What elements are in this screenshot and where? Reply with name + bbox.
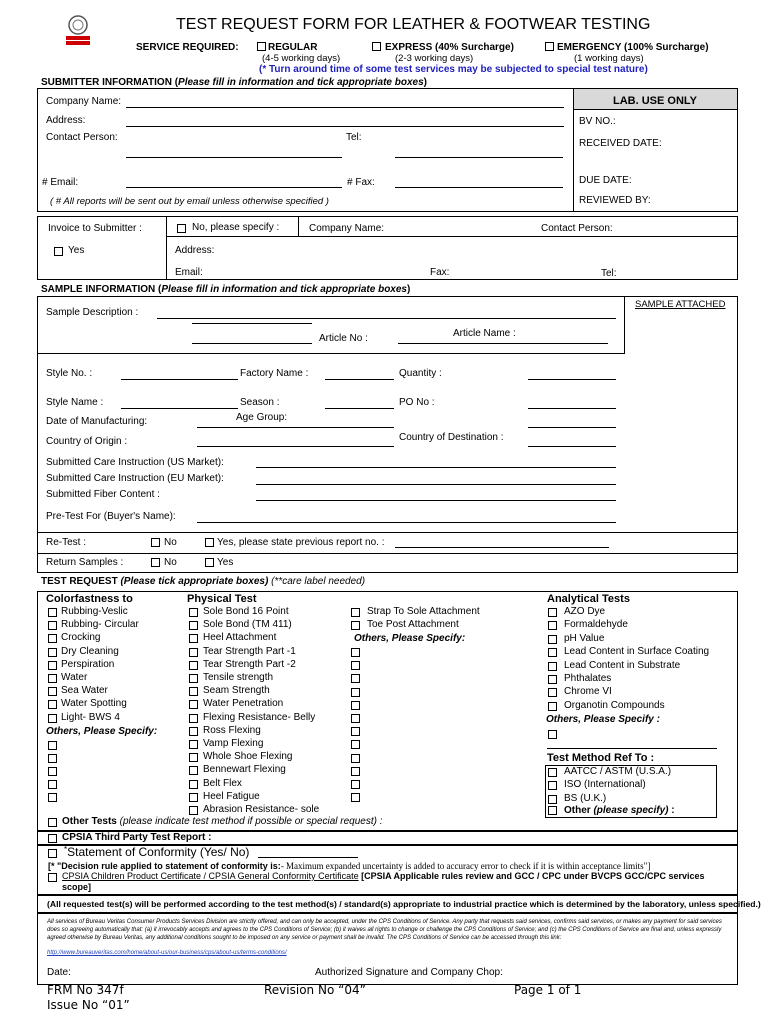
return-samples-label: Return Samples : bbox=[46, 557, 124, 568]
invoice-no-divider bbox=[298, 216, 299, 236]
rubbing-circular-checkbox[interactable] bbox=[48, 621, 57, 630]
lead-content-in-substrate-checkbox[interactable] bbox=[548, 662, 557, 671]
care-eu-field[interactable] bbox=[256, 484, 616, 485]
other-tests-checkbox[interactable] bbox=[48, 818, 57, 827]
tear-strength-part-2-checkbox[interactable] bbox=[189, 661, 198, 670]
heel-attachment-label: Heel Attachment bbox=[203, 632, 277, 644]
soc-field[interactable] bbox=[258, 857, 358, 858]
invoice-row-line bbox=[166, 236, 738, 237]
invoice-no-checkbox[interactable] bbox=[177, 224, 186, 233]
formaldehyde-label: Formaldehyde bbox=[564, 619, 628, 631]
invoice-yes-checkbox[interactable] bbox=[54, 247, 63, 256]
invoice-divider bbox=[166, 216, 167, 280]
country-origin-field[interactable] bbox=[197, 446, 394, 447]
physical-other-checkbox-6[interactable] bbox=[351, 714, 360, 723]
physical-other-checkbox-11[interactable] bbox=[351, 780, 360, 789]
sample-attached-divider bbox=[624, 296, 625, 353]
seam-strength-label: Seam Strength bbox=[203, 685, 270, 697]
lead-content-in-surface-coating-checkbox[interactable] bbox=[548, 648, 557, 657]
physical-title: Physical Test bbox=[187, 593, 257, 605]
physical-other-checkbox-12[interactable] bbox=[351, 793, 360, 802]
sample-description-field-3[interactable] bbox=[192, 343, 312, 344]
organotin-compounds-checkbox[interactable] bbox=[548, 702, 557, 711]
water-checkbox[interactable] bbox=[48, 674, 57, 683]
quantity-field[interactable] bbox=[528, 379, 616, 380]
quantity-label: Quantity : bbox=[399, 368, 442, 379]
address-label: Address: bbox=[46, 115, 86, 126]
retest-yes-checkbox[interactable] bbox=[205, 538, 214, 547]
invoice-address-label: Address: bbox=[175, 245, 215, 256]
light-bws-4-label: Light- BWS 4 bbox=[61, 711, 120, 723]
style-name-label: Style Name : bbox=[46, 397, 104, 408]
country-destination-label: Country of Destination : bbox=[399, 432, 504, 443]
return-no-checkbox[interactable] bbox=[151, 558, 160, 567]
heel-attachment-checkbox[interactable] bbox=[189, 634, 198, 643]
sample-attached-label: SAMPLE ATTACHED bbox=[635, 299, 726, 310]
issue-number: Issue No “01” bbox=[47, 998, 130, 1012]
po-no-label: PO No : bbox=[399, 397, 435, 408]
sea-water-checkbox[interactable] bbox=[48, 687, 57, 696]
rubbing-veslic-label: Rubbing-Veslic bbox=[61, 606, 128, 617]
contact-person-field[interactable] bbox=[126, 157, 342, 158]
flexing-resistance-belly-checkbox[interactable] bbox=[189, 714, 198, 723]
chrome-vi-label: Chrome VI bbox=[564, 686, 612, 698]
emergency-label: EMERGENCY (100% Surcharge) bbox=[557, 42, 709, 53]
tear-strength-part-1-checkbox[interactable] bbox=[189, 648, 198, 657]
rubbing-veslic-checkbox[interactable] bbox=[48, 608, 57, 617]
water-spotting-checkbox[interactable] bbox=[48, 700, 57, 709]
sample-description-field[interactable] bbox=[157, 318, 616, 319]
water-penetration-checkbox[interactable] bbox=[189, 700, 198, 709]
heel-fatigue-checkbox[interactable] bbox=[189, 793, 198, 802]
invoice-company-label: Company Name: bbox=[309, 223, 385, 234]
contact-person-label: Contact Person: bbox=[46, 132, 118, 143]
ross-flexing-checkbox[interactable] bbox=[189, 727, 198, 736]
express-label: EXPRESS (40% Surcharge) bbox=[385, 42, 514, 53]
service-required-label: SERVICE REQUIRED: bbox=[136, 42, 239, 53]
abrasion-resistance-sole-checkbox[interactable] bbox=[189, 806, 198, 815]
colorfastness-title: Colorfastness to bbox=[46, 593, 133, 605]
previous-report-field[interactable] bbox=[395, 547, 609, 548]
regular-checkbox[interactable] bbox=[257, 42, 266, 51]
bennewart-flexing-label: Bennewart Flexing bbox=[203, 764, 286, 776]
signature-label: Authorized Signature and Company Chop: bbox=[315, 967, 503, 978]
lab-use-label: LAB. USE ONLY bbox=[613, 95, 697, 107]
factory-name-label: Factory Name : bbox=[240, 368, 309, 379]
physical-other-checkbox-5[interactable] bbox=[351, 701, 360, 710]
tear-strength-part-2-label: Tear Strength Part -2 bbox=[203, 658, 296, 670]
page-number: Page 1 of 1 bbox=[514, 983, 582, 997]
azo-dye-label: AZO Dye bbox=[564, 606, 606, 617]
rubbing-circular-label: Rubbing- Circular bbox=[61, 619, 139, 631]
whole-shoe-flexing-label: Whole Shoe Flexing bbox=[203, 751, 293, 763]
season-field[interactable] bbox=[325, 408, 394, 409]
email-note: ( # All reports will be sent out by email unless otherwise specified ) bbox=[50, 196, 329, 207]
colorfastness-other-checkbox-2[interactable] bbox=[48, 754, 57, 763]
aatcc-astm-u-s-a-label: AATCC / ASTM (U.S.A.) bbox=[564, 766, 672, 777]
received-date-label: RECEIVED DATE: bbox=[579, 138, 662, 149]
revision-number: Revision No “04” bbox=[264, 983, 366, 997]
bureau-veritas-logo bbox=[64, 14, 92, 46]
regular-days: (4-5 working days) bbox=[262, 53, 341, 64]
season-label: Season : bbox=[240, 397, 280, 408]
iso-international-label: ISO (International) bbox=[564, 779, 646, 791]
formaldehyde-checkbox[interactable] bbox=[548, 621, 557, 630]
article-no-label: Article No : bbox=[319, 333, 368, 344]
azo-dye-checkbox[interactable] bbox=[548, 608, 557, 617]
toe-post-attachment-checkbox[interactable] bbox=[351, 621, 360, 630]
terms-link[interactable]: http://www.bureauveritas.com/home/about-us/our-business/cps/about-us/terms-conditions/ bbox=[47, 950, 287, 956]
form-title: TEST REQUEST FORM FOR LEATHER & FOOTWEAR TESTING bbox=[176, 16, 651, 33]
water-spotting-label: Water Spotting bbox=[61, 698, 127, 710]
retest-label: Re-Test : bbox=[46, 537, 87, 548]
test-request-heading: TEST REQUEST (Please tick appropriate boxes) (**care label needed) bbox=[41, 576, 366, 587]
invoice-no-label: No, please specify : bbox=[192, 222, 280, 233]
vamp-flexing-label: Vamp Flexing bbox=[203, 738, 264, 749]
cpsia-cert-checkbox[interactable] bbox=[48, 873, 57, 882]
dry-cleaning-label: Dry Cleaning bbox=[61, 645, 119, 657]
email-label: # Email: bbox=[42, 177, 79, 188]
sample-description-field-2[interactable] bbox=[192, 323, 312, 324]
tel-label: Tel: bbox=[346, 132, 362, 143]
phthalates-checkbox[interactable] bbox=[548, 675, 557, 684]
ph-value-label: pH Value bbox=[564, 632, 605, 644]
sole-bond-16-point-checkbox[interactable] bbox=[189, 608, 198, 617]
lead-content-in-substrate-label: Lead Content in Substrate bbox=[564, 659, 681, 671]
analytical-other-checkbox-1[interactable] bbox=[548, 730, 557, 739]
tensile-strength-checkbox[interactable] bbox=[189, 674, 198, 683]
invoice-yes-label: Yes bbox=[68, 245, 85, 256]
water-label: Water bbox=[61, 672, 88, 683]
submitter-heading: SUBMITTER INFORMATION (Please fill in information and tick appropriate boxes) bbox=[41, 77, 427, 88]
po-no-field[interactable] bbox=[528, 408, 616, 409]
physical-other-checkbox-2[interactable] bbox=[351, 661, 360, 670]
physical-other-checkbox-3[interactable] bbox=[351, 674, 360, 683]
all-tests-note: (All requested test(s) will be performed according to the test method(s) / standard(s) appropriate to industrial practice which is determined by the laboratory, unless specified.) bbox=[47, 899, 761, 909]
email-field[interactable] bbox=[126, 187, 342, 188]
strap-to-sole-attachment-label: Strap To Sole Attachment bbox=[367, 606, 480, 617]
physical-other-checkbox-4[interactable] bbox=[351, 688, 360, 697]
perspiration-checkbox[interactable] bbox=[48, 661, 57, 670]
belt-flex-checkbox[interactable] bbox=[189, 780, 198, 789]
abrasion-resistance-sole-label: Abrasion Resistance- sole bbox=[203, 804, 320, 815]
date-label: Date: bbox=[47, 967, 71, 978]
express-checkbox[interactable] bbox=[372, 42, 381, 51]
care-eu-label: Submitted Care Instruction (EU Market): bbox=[46, 473, 224, 484]
flexing-resistance-belly-label: Flexing Resistance- Belly bbox=[203, 711, 316, 723]
ross-flexing-label: Ross Flexing bbox=[203, 724, 261, 736]
style-no-field[interactable] bbox=[121, 379, 238, 380]
bs-u-k-label: BS (U.K.) bbox=[564, 792, 607, 804]
invoice-box bbox=[37, 216, 738, 280]
return-no-label: No bbox=[164, 557, 177, 568]
care-us-field[interactable] bbox=[256, 467, 616, 468]
turnaround-note: (* Turn around time of some test services may be subjected to special test nature) bbox=[259, 64, 648, 75]
terms-text: All services of Bureau Veritas Consumer Products Services Division are strictly offered, and can only be accepted, under the CPS Conditions of Service. Any party that requests said services, confirms said services, or makes any payment for said services does so agreeing automatically that: (a) it irrevocably accepts and agrees to the CPS Conditions of Service; (b) it waives all rights to change or challenge the CPS Conditions of Service; and (c) the CPS Conditions of Service are final and, unless expressly agreed otherwise by Bureau Veritas, any additional conditions sought to be imposed on any service or payment shall be invalid. The CPS Conditions of Service can be accessed through this link: bbox=[47, 919, 722, 941]
cpsia-cert-text: CPSIA Children Product Certificate / CPSIA General Conformity Certificate [CPSIA Applicable rules review and GCC / CPC under BVCPS GCC/CPC services scope] bbox=[62, 871, 705, 892]
cpsia-checkbox[interactable] bbox=[48, 834, 57, 843]
date-manufacturing-label: Date of Manufacturing: bbox=[46, 416, 148, 427]
due-date-label: DUE DATE: bbox=[579, 175, 632, 186]
fax-label: # Fax: bbox=[347, 177, 375, 188]
sole-bond-16-point-label: Sole Bond 16 Point bbox=[203, 606, 289, 617]
vamp-flexing-checkbox[interactable] bbox=[189, 740, 198, 749]
colorfastness-others-label: Others, Please Specify: bbox=[46, 726, 158, 737]
country-destination-field[interactable] bbox=[528, 446, 616, 447]
bv-no-label: BV NO.: bbox=[579, 116, 616, 127]
express-days: (2-3 working days) bbox=[395, 53, 474, 64]
pretest-label: Pre-Test For (Buyer's Name): bbox=[46, 511, 176, 522]
physical-other-checkbox-1[interactable] bbox=[351, 648, 360, 657]
invoice-fax-label: Fax: bbox=[430, 267, 450, 278]
analytical-others-label: Others, Please Specify : bbox=[546, 714, 660, 725]
method-other-label: Other (please specify) : bbox=[564, 805, 675, 816]
water-penetration-label: Water Penetration bbox=[203, 698, 284, 710]
sample-heading: SAMPLE INFORMATION (Please fill in information and tick appropriate boxes) bbox=[41, 284, 411, 295]
invoice-contact-label: Contact Person: bbox=[541, 223, 613, 234]
retest-no-checkbox[interactable] bbox=[151, 538, 160, 547]
sea-water-label: Sea Water bbox=[61, 685, 108, 697]
age-group-field[interactable] bbox=[528, 427, 616, 428]
light-bws-4-checkbox[interactable] bbox=[48, 714, 57, 723]
test-method-title: Test Method Ref To : bbox=[547, 752, 655, 764]
reviewed-by-label: REVIEWED BY: bbox=[579, 195, 651, 206]
emergency-days: (1 working days) bbox=[574, 53, 644, 64]
sole-bond-tm-411-checkbox[interactable] bbox=[189, 621, 198, 630]
physical-other-checkbox-7[interactable] bbox=[351, 727, 360, 736]
soc-checkbox[interactable] bbox=[48, 849, 57, 858]
other-tests-label: Other Tests (please indicate test method if possible or special request) : bbox=[62, 816, 383, 827]
ph-value-checkbox[interactable] bbox=[548, 635, 557, 644]
return-yes-checkbox[interactable] bbox=[205, 558, 214, 567]
dry-cleaning-checkbox[interactable] bbox=[48, 648, 57, 657]
phthalates-label: Phthalates bbox=[564, 673, 612, 684]
crocking-label: Crocking bbox=[61, 632, 101, 644]
physical-other-checkbox-9[interactable] bbox=[351, 754, 360, 763]
colorfastness-other-checkbox-5[interactable] bbox=[48, 793, 57, 802]
style-name-field[interactable] bbox=[121, 408, 238, 409]
return-yes-label: Yes bbox=[217, 557, 234, 568]
colorfastness-other-checkbox-4[interactable] bbox=[48, 780, 57, 789]
factory-name-field[interactable] bbox=[325, 379, 394, 380]
retest-no-label: No bbox=[164, 537, 177, 548]
cpsia-label: CPSIA Third Party Test Report : bbox=[62, 832, 212, 843]
regular-label: REGULAR bbox=[268, 42, 318, 53]
care-us-label: Submitted Care Instruction (US Market): bbox=[46, 457, 224, 468]
chrome-vi-checkbox[interactable] bbox=[548, 688, 557, 697]
bennewart-flexing-checkbox[interactable] bbox=[189, 766, 198, 775]
age-group-label: Age Group: bbox=[236, 412, 288, 423]
emergency-checkbox[interactable] bbox=[545, 42, 554, 51]
decision-rule: [* "Decision rule applied to statement of conformity is:- Maximum expanded uncertainty is added to accuracy error to check if it is within acceptance limits"] bbox=[48, 861, 651, 871]
physical-other-checkbox-10[interactable] bbox=[351, 767, 360, 776]
lead-content-in-surface-coating-label: Lead Content in Surface Coating bbox=[564, 646, 710, 658]
strap-to-sole-attachment-checkbox[interactable] bbox=[351, 608, 360, 617]
soc-label: *Statement of Conformity (Yes/ No) bbox=[64, 845, 250, 859]
pretest-field[interactable] bbox=[197, 522, 616, 523]
physical-other-checkbox-8[interactable] bbox=[351, 740, 360, 749]
return-line bbox=[37, 553, 738, 554]
perspiration-label: Perspiration bbox=[61, 658, 115, 670]
retest-yes-label: Yes, please state previous report no. : bbox=[217, 537, 385, 548]
date-manufacturing-field[interactable] bbox=[197, 427, 394, 428]
country-origin-label: Country of Origin : bbox=[46, 436, 128, 447]
sole-bond-tm-411-label: Sole Bond (TM 411) bbox=[203, 619, 292, 631]
form-number: FRM No 347f bbox=[47, 983, 124, 997]
fiber-content-field[interactable] bbox=[256, 500, 616, 501]
fax-field[interactable] bbox=[395, 187, 563, 188]
physical-others-label: Others, Please Specify: bbox=[354, 633, 466, 644]
whole-shoe-flexing-checkbox[interactable] bbox=[189, 753, 198, 762]
style-no-label: Style No. : bbox=[46, 368, 93, 379]
fiber-content-label: Submitted Fiber Content : bbox=[46, 489, 160, 500]
invoice-tel-label: Tel: bbox=[601, 268, 617, 279]
company-name-field[interactable] bbox=[126, 107, 564, 108]
sample-attached-line bbox=[37, 353, 625, 354]
toe-post-attachment-label: Toe Post Attachment bbox=[367, 619, 459, 631]
tensile-strength-label: Tensile strength bbox=[203, 672, 274, 683]
colorfastness-other-checkbox-1[interactable] bbox=[48, 741, 57, 750]
article-name-field[interactable] bbox=[398, 343, 608, 344]
crocking-checkbox[interactable] bbox=[48, 634, 57, 643]
seam-strength-checkbox[interactable] bbox=[189, 687, 198, 696]
organotin-compounds-label: Organotin Compounds bbox=[564, 699, 665, 711]
colorfastness-other-checkbox-3[interactable] bbox=[48, 767, 57, 776]
analytical-other-line bbox=[547, 748, 717, 749]
test-method-box bbox=[545, 765, 717, 818]
address-field[interactable] bbox=[126, 126, 564, 127]
heel-fatigue-label: Heel Fatigue bbox=[203, 790, 260, 802]
retest-line bbox=[37, 532, 738, 533]
tel-field[interactable] bbox=[395, 157, 563, 158]
belt-flex-label: Belt Flex bbox=[203, 777, 242, 789]
company-name-label: Company Name: bbox=[46, 96, 122, 107]
analytical-title: Analytical Tests bbox=[547, 593, 630, 605]
sample-description-label: Sample Description : bbox=[46, 307, 139, 318]
invoice-email-label: Email: bbox=[175, 267, 203, 278]
invoice-label: Invoice to Submitter : bbox=[48, 223, 142, 234]
tear-strength-part-1-label: Tear Strength Part -1 bbox=[203, 645, 296, 657]
article-name-label: Article Name : bbox=[453, 328, 516, 339]
